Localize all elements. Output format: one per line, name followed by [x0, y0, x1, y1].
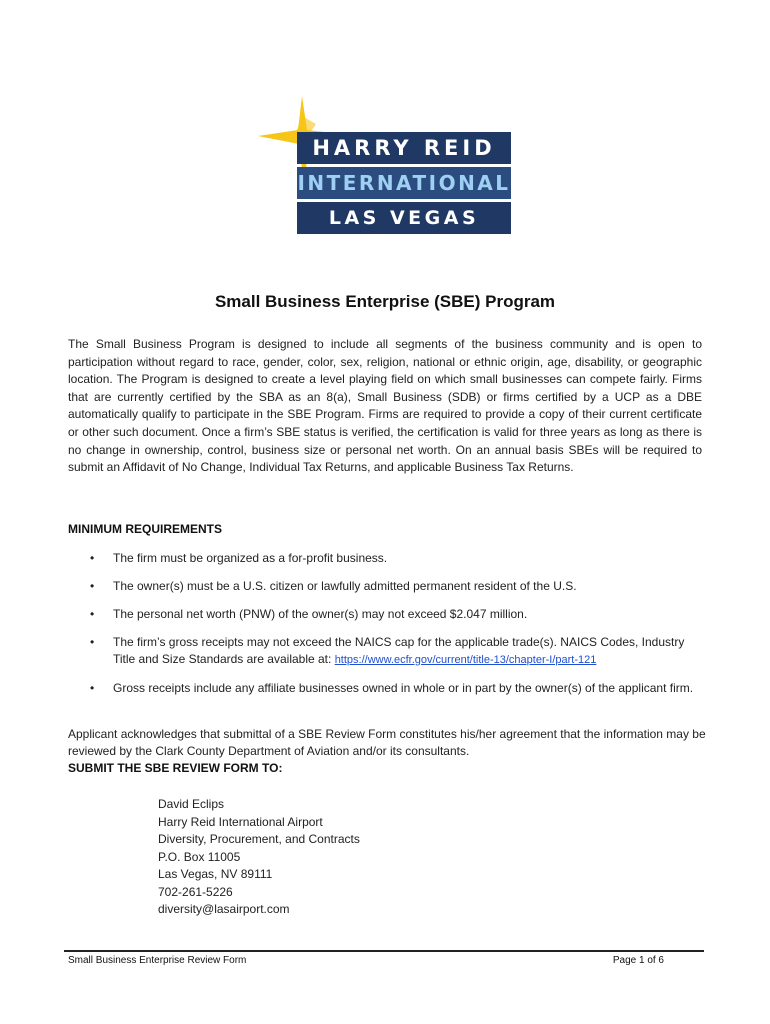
requirement-text: The firm’s gross receipts may not exceed the NAICS cap for the applicable trade(s). NAICS Codes, Industry Title and Size Standards are available at:: [113, 635, 685, 666]
contact-city: Las Vegas, NV 89111: [158, 867, 273, 881]
logo-line-international: INTERNATIONAL: [297, 167, 511, 199]
list-item: [68, 680, 708, 697]
bullet-icon: •: [90, 607, 95, 621]
bullet-icon: •: [90, 551, 95, 565]
footer-divider: [64, 950, 704, 952]
submit-heading: SUBMIT THE SBE REVIEW FORM TO:: [68, 761, 283, 775]
requirement-text: The owner(s) must be a U.S. citizen or lawfully admitted permanent resident of the U.S.: [113, 579, 577, 593]
acknowledgement-paragraph: Applicant acknowledges that submittal of a SBE Review Form constitutes his/her agreement that the information may be reviewed by the Clark County Department of Aviation and/or its consultants.: [68, 727, 706, 758]
list-item: [68, 578, 708, 595]
footer-form-name: Small Business Enterprise Review Form: [68, 955, 247, 966]
bullet-icon: •: [90, 635, 95, 649]
logo-line-harry-reid: HARRY REID: [297, 132, 511, 164]
logo-line-las-vegas: LAS VEGAS: [297, 202, 511, 234]
contact-name: David Eclips: [158, 797, 225, 811]
requirement-text: Gross receipts include any affiliate businesses owned in whole or in part by the owner(s) of the applicant firm.: [113, 681, 694, 695]
requirement-text: The firm must be organized as a for-profit business.: [113, 551, 388, 565]
naics-link[interactable]: https://www.ecfr.gov/current/title-13/chapter-I/part-121: [334, 654, 597, 666]
requirements-list: [68, 550, 708, 708]
requirement-text: The personal net worth (PNW) of the owner(s) may not exceed $2.047 million.: [113, 607, 528, 621]
contact-organization: Harry Reid International Airport: [158, 814, 323, 829]
list-item: [68, 550, 708, 567]
footer-page-number: Page 1 of 6: [612, 955, 664, 966]
intro-paragraph: The Small Business Program is designed to include all segments of the business community and is open to participation without regard to race, gender, color, sex, religion, national or ethnic origin, age, disability, or geographic location. The Program is designed to create a level playing field on which small businesses can compete fairly. Firms that are currently certified by the SBA as an 8(a), Small Business (SDB) or firms certified by a UCP as a DBE automatically qualify to participate in the SBE Program. Firms are required to provide a copy of their current certificate or other such document. Once a firm’s SBE status is verified, the certification is valid for three years as long as there is no change in ownership, control, business size or personal net worth. On an annual basis SBEs will be required to submit an Affidavit of No Change, Individual Tax Returns, and applicable Business Tax Returns.: [68, 337, 702, 475]
bullet-icon: •: [90, 579, 95, 593]
contact-department: Diversity, Procurement, and Contracts: [158, 832, 360, 846]
requirements-heading: MINIMUM REQUIREMENTS: [68, 522, 222, 536]
list-item: [68, 634, 708, 669]
contact-po-box: P.O. Box 11005: [158, 849, 241, 864]
list-item: [68, 606, 708, 623]
mailing-address: [158, 796, 360, 919]
page-title: Small Business Enterprise (SBE) Program: [214, 292, 556, 311]
contact-phone: 702-261-5226: [158, 884, 233, 899]
bullet-icon: •: [90, 681, 95, 695]
airport-logo: [258, 96, 516, 238]
contact-email: diversity@lasairport.com: [158, 902, 290, 916]
